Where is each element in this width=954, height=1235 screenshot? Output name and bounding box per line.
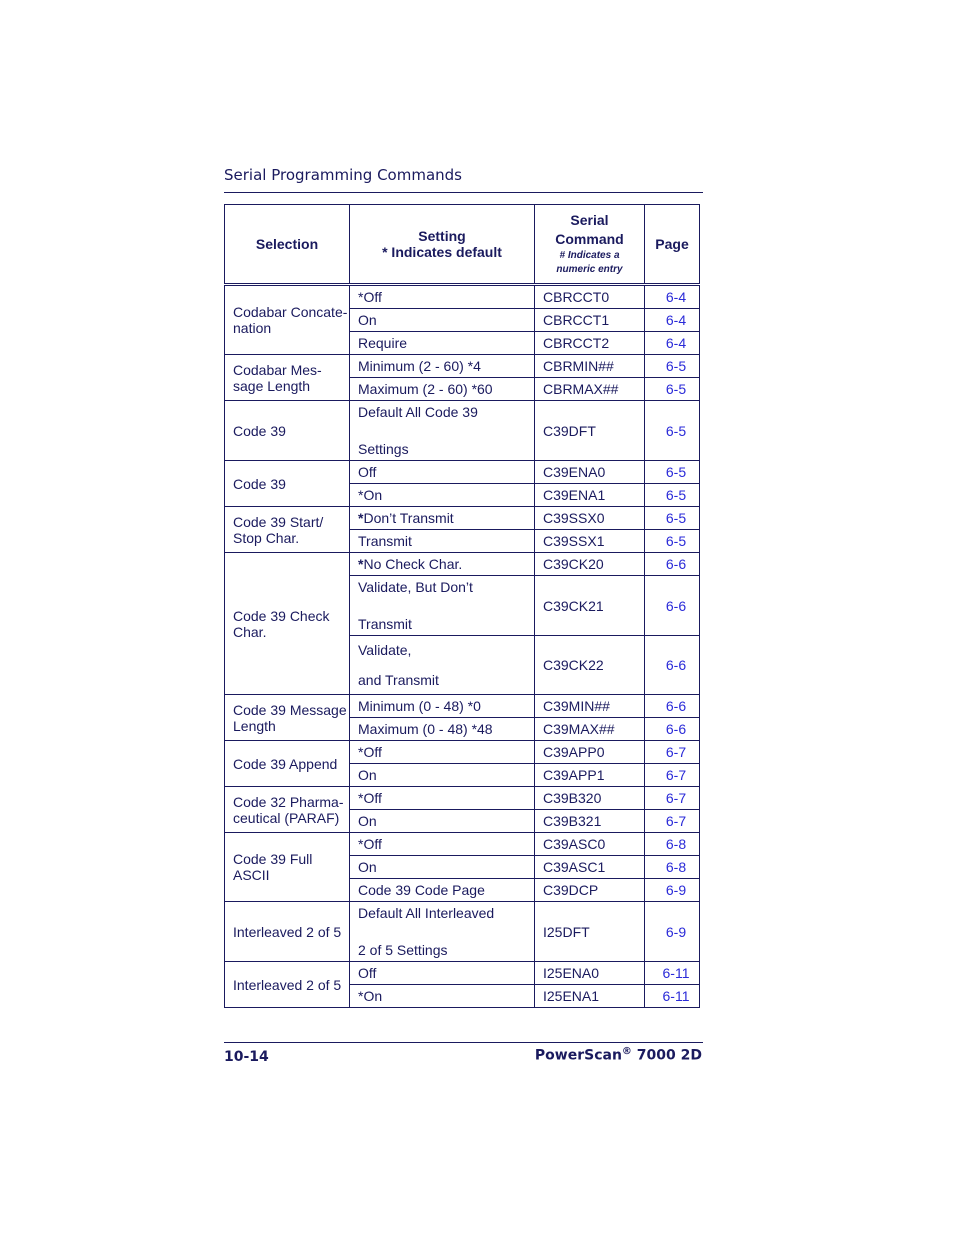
setting-line-2: and Transmit <box>358 672 439 688</box>
command-cell: C39B321 <box>535 810 645 833</box>
setting-line-1: Default All Interleaved <box>358 905 495 921</box>
setting-cell: *On <box>350 985 535 1008</box>
table-row <box>225 962 700 985</box>
page-link[interactable]: 6-9 <box>645 902 700 962</box>
table-row <box>225 787 700 810</box>
setting-cell: On <box>350 764 535 787</box>
page-link[interactable]: 6-6 <box>645 576 700 636</box>
header-page: Page <box>645 205 700 285</box>
setting-line-2: Settings <box>358 441 409 457</box>
default-marker: * <box>358 556 364 572</box>
setting-cell <box>350 576 535 636</box>
header-setting <box>350 205 535 285</box>
page-title: Serial Programming Commands <box>224 166 462 184</box>
setting-cell: Maximum (0 - 48) *48 <box>350 718 535 741</box>
command-cell: C39CK20 <box>535 553 645 576</box>
page-link[interactable]: 6-6 <box>645 718 700 741</box>
page-link[interactable]: 6-7 <box>645 810 700 833</box>
command-cell: C39DFT <box>535 401 645 461</box>
setting-cell: On <box>350 309 535 332</box>
page-link[interactable]: 6-5 <box>645 507 700 530</box>
header-setting-label: Setting <box>418 228 466 244</box>
command-cell: C39B320 <box>535 787 645 810</box>
command-cell: C39SSX0 <box>535 507 645 530</box>
setting-cell: On <box>350 856 535 879</box>
setting-text: No Check Char. <box>363 556 463 572</box>
page-link[interactable]: 6-5 <box>645 401 700 461</box>
page-number: 10-14 <box>224 1049 269 1065</box>
header-command-label: Serial Command <box>555 212 624 247</box>
page-link[interactable]: 6-6 <box>645 636 700 695</box>
selection-cell: Interleaved 2 of 5 <box>225 902 350 962</box>
page-link[interactable]: 6-6 <box>645 695 700 718</box>
registered-mark: ® <box>621 1046 632 1057</box>
page-link[interactable]: 6-11 <box>645 985 700 1008</box>
page-link[interactable]: 6-5 <box>645 530 700 553</box>
product-name <box>535 1046 702 1064</box>
setting-cell: Minimum (2 - 60) *4 <box>350 355 535 378</box>
footer-rule <box>224 1042 703 1043</box>
page-link[interactable]: 6-8 <box>645 833 700 856</box>
table-row <box>225 553 700 576</box>
selection-cell: Codabar Concate-nation <box>225 285 350 355</box>
page-link[interactable]: 6-4 <box>645 332 700 355</box>
product-brand: PowerScan <box>534 1047 622 1064</box>
table-row <box>225 461 700 484</box>
setting-cell: On <box>350 810 535 833</box>
command-cell: C39SSX1 <box>535 530 645 553</box>
setting-cell: Off <box>350 461 535 484</box>
command-cell: C39ASC1 <box>535 856 645 879</box>
setting-cell: Code 39 Code Page <box>350 879 535 902</box>
selection-cell: Code 39 Check Char. <box>225 553 350 695</box>
header-rule <box>224 192 703 193</box>
command-cell: C39MAX## <box>535 718 645 741</box>
serial-commands-table <box>224 204 700 1008</box>
setting-cell <box>350 507 535 530</box>
command-cell: C39MIN## <box>535 695 645 718</box>
setting-cell: *Off <box>350 833 535 856</box>
page-link[interactable]: 6-7 <box>645 764 700 787</box>
selection-cell: Code 39 <box>225 461 350 507</box>
page-link[interactable]: 6-5 <box>645 484 700 507</box>
command-cell: C39CK21 <box>535 576 645 636</box>
command-cell: C39ENA0 <box>535 461 645 484</box>
command-cell: C39APP1 <box>535 764 645 787</box>
header-command <box>535 205 645 285</box>
command-cell: CBRMAX## <box>535 378 645 401</box>
page-link[interactable]: 6-8 <box>645 856 700 879</box>
setting-cell: Off <box>350 962 535 985</box>
command-cell: C39ASC0 <box>535 833 645 856</box>
table-row <box>225 507 700 530</box>
selection-cell: Code 39 Message Length <box>225 695 350 741</box>
command-cell: C39ENA1 <box>535 484 645 507</box>
table-row <box>225 695 700 718</box>
selection-cell: Code 32 Pharma-ceutical (PARAF) <box>225 787 350 833</box>
setting-line-1: Validate, <box>358 642 412 658</box>
command-cell: CBRCCT2 <box>535 332 645 355</box>
page-link[interactable]: 6-9 <box>645 879 700 902</box>
setting-cell <box>350 902 535 962</box>
table-row <box>225 902 700 962</box>
selection-cell: Code 39 Full ASCII <box>225 833 350 902</box>
setting-cell: Transmit <box>350 530 535 553</box>
selection-cell: Codabar Mes-sage Length <box>225 355 350 401</box>
command-cell: I25ENA1 <box>535 985 645 1008</box>
selection-cell: Code 39 Append <box>225 741 350 787</box>
command-cell: CBRCCT1 <box>535 309 645 332</box>
setting-cell: Maximum (2 - 60) *60 <box>350 378 535 401</box>
command-cell: CBRCCT0 <box>535 285 645 309</box>
table-row <box>225 355 700 378</box>
page-link[interactable]: 6-5 <box>645 378 700 401</box>
header-selection: Selection <box>225 205 350 285</box>
setting-cell: *Off <box>350 741 535 764</box>
page-link[interactable]: 6-7 <box>645 787 700 810</box>
setting-cell: Minimum (0 - 48) *0 <box>350 695 535 718</box>
selection-cell: Code 39 Start/ Stop Char. <box>225 507 350 553</box>
product-model: 7000 2D <box>631 1047 702 1064</box>
table-row <box>225 401 700 461</box>
setting-cell: *Off <box>350 285 535 309</box>
command-cell: C39APP0 <box>535 741 645 764</box>
setting-cell <box>350 636 535 695</box>
page-link[interactable]: 6-11 <box>645 962 700 985</box>
setting-text: Don’t Transmit <box>363 510 454 526</box>
setting-line-1: Default All Code 39 <box>358 404 478 420</box>
page-link[interactable]: 6-4 <box>645 285 700 309</box>
page-link[interactable]: 6-7 <box>645 741 700 764</box>
header-setting-note: * Indicates default <box>382 244 502 260</box>
page-link[interactable]: 6-5 <box>645 355 700 378</box>
page-link[interactable]: 6-6 <box>645 553 700 576</box>
selection-cell: Interleaved 2 of 5 <box>225 962 350 1008</box>
setting-line-2: 2 of 5 Settings <box>358 942 448 958</box>
setting-cell: Require <box>350 332 535 355</box>
setting-line-2: Transmit <box>358 616 412 632</box>
selection-cell: Code 39 <box>225 401 350 461</box>
table-row <box>225 285 700 309</box>
table-header-row <box>225 205 700 285</box>
command-cell: I25ENA0 <box>535 962 645 985</box>
command-cell: C39CK22 <box>535 636 645 695</box>
setting-cell: *On <box>350 484 535 507</box>
command-cell: C39DCP <box>535 879 645 902</box>
setting-cell <box>350 553 535 576</box>
header-command-note: # Indicates a numeric entry <box>556 250 623 275</box>
page-link[interactable]: 6-5 <box>645 461 700 484</box>
setting-line-1: Validate, But Don’t <box>358 579 473 595</box>
default-marker: * <box>358 510 364 526</box>
setting-cell: *Off <box>350 787 535 810</box>
command-cell: I25DFT <box>535 902 645 962</box>
table-row <box>225 833 700 856</box>
setting-cell <box>350 401 535 461</box>
page-link[interactable]: 6-4 <box>645 309 700 332</box>
table-row <box>225 741 700 764</box>
command-cell: CBRMIN## <box>535 355 645 378</box>
